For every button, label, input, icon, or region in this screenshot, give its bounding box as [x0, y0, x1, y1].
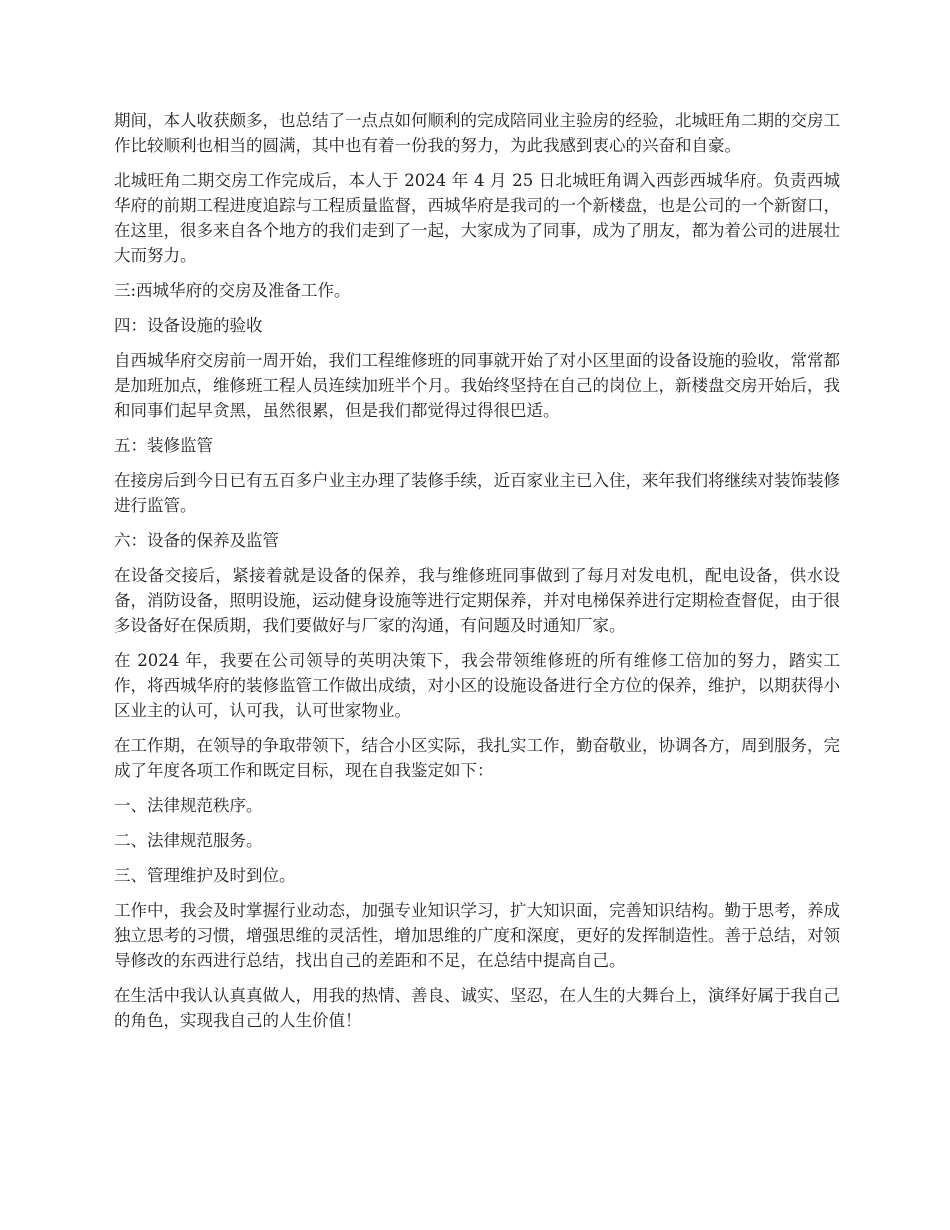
paragraph-renovation-supervision: 在接房后到今日已有五百多户业主办理了装修手续，近百家业主已入住，来年我们将继续对装饰装修进行监管。 — [114, 471, 840, 515]
section-heading-5: 五：装修监管 — [114, 436, 213, 455]
paragraph-2024-plan: 在 2024 年，我要在公司领导的英明决策下，我会带领维修班的所有维修工倍加的努力，踏实工作，将西城华府的装修监管工作做出成绩，对小区的设施设备进行全方位的保养，维护，以期获得小区业主的认可，认可我，认可世家物业。 — [114, 651, 840, 720]
paragraph-equipment-maintenance: 在设备交接后，紧接着就是设备的保养，我与维修班同事做到了每月对发电机，配电设备，供水设备，消防设备，照明设施，运动健身设施等进行定期保养，并对电梯保养进行定期检查督促，由于很多设备好在保质期，我们要做好与厂家的沟通，有问题及时通知厂家。 — [114, 566, 840, 635]
list-item-3: 三、管理维护及时到位。 — [114, 866, 296, 885]
paragraph-work-attitude: 工作中，我会及时掌握行业动态，加强专业知识学习，扩大知识面，完善知识结构。勤于思考，养成独立思考的习惯，增强思维的灵活性，增加思维的广度和深度，更好的发挥制造性。善于总结，对领导修改的东西进行总结，找出自己的差距和不足，在总结中提高自己。 — [114, 901, 840, 970]
paragraph-life-values: 在生活中我认认真真做人，用我的热情、善良、诚实、坚忍，在人生的大舞台上，演绎好属于我自己的角色，实现我自己的人生价值！ — [114, 986, 840, 1030]
paragraph-self-assessment-intro: 在工作期，在领导的争取带领下，结合小区实际，我扎实工作，勤奋敬业，协调各方，周到服务，完成了年度各项工作和既定目标，现在自我鉴定如下： — [114, 736, 840, 780]
paragraph-2: 北城旺角二期交房工作完成后，本人于 2024 年 4 月 25 日北城旺角调入西彭西城华府。负责西城华府的前期工程进度追踪与工程质量监督，西城华府是我司的一个新楼盘，也是公司的一个新窗口，在这里，很多来自各个地方的我们走到了一起，大家成为了同事，成为了朋友，都为着公司的进展壮大而努力。 — [114, 171, 840, 265]
paragraph-equipment-acceptance: 自西城华府交房前一周开始，我们工程维修班的同事就开始了对小区里面的设备设施的验收，常常都是加班加点，维修班工程人员连续加班半个月。我始终坚持在自己的岗位上，新楼盘交房开始后，我和同事们起早贪黑，虽然很累，但是我们都觉得过得很巴适。 — [114, 351, 840, 420]
section-heading-6: 六：设备的保养及监管 — [114, 531, 279, 550]
paragraph-1: 期间，本人收获颇多，也总结了一点点如何顺利的完成陪同业主验房的经验，北城旺角二期的交房工作比较顺利也相当的圆满，其中也有着一份我的努力，为此我感到衷心的兴奋和自豪。 — [114, 111, 840, 155]
section-heading-3: 三:西城华府的交房及准备工作。 — [114, 281, 351, 300]
list-item-1: 一、法律规范秩序。 — [114, 796, 263, 815]
section-heading-4: 四：设备设施的验收 — [114, 316, 263, 335]
document-body — [114, 108, 840, 1043]
list-item-2: 二、法律规范服务。 — [114, 831, 263, 850]
